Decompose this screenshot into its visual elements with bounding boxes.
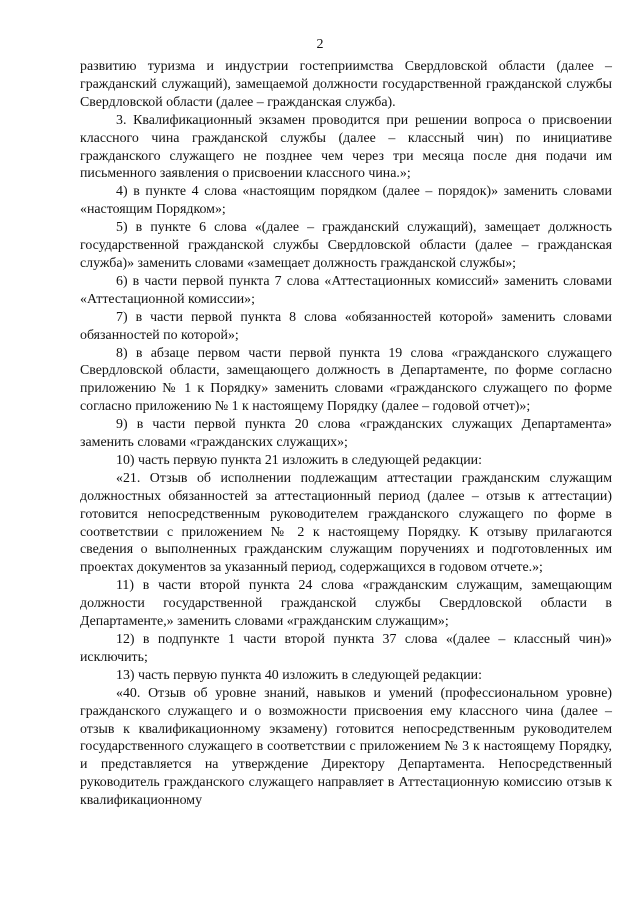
paragraph: 6) в части первой пункта 7 слова «Аттестационных комиссий» заменить словами «Аттестационной комиссии»; — [80, 273, 612, 307]
paragraph: 8) в абзаце первом части первой пункта 19 слова «гражданского служащего Свердловской области, замещающего должность в Департаменте, по форме согласно приложению № 1 к Порядку» заменить словами «гражданского служащего по форме согласно приложению № 1 к настоящему Порядку (далее – годовой отчет)»; — [80, 345, 612, 415]
paragraph: 11) в части второй пункта 24 слова «гражданским служащим, замещающим должности государственной гражданской службы Свердловской области в Департаменте,» заменить словами «гражданским служащим»; — [80, 578, 612, 630]
paragraph: 4) в пункте 4 слова «настоящим порядком (далее – порядок)» заменить словами «настоящим Порядком»; — [80, 184, 612, 218]
paragraph: 3. Квалификационный экзамен проводится при решении вопроса о присвоении классного чина гражданской службы (далее – классный чин) по инициативе гражданского служащего не позднее чем через три месяца после дня подачи им письменного заявления о присвоении классного чина.»; — [80, 112, 612, 182]
paragraph: «40. Отзыв об уровне знаний, навыков и умений (профессиональном уровне) гражданского служащего и о возможности присвоения ему классного чина (далее – отзыв к квалификационному экзамену) готовится непосредственным руководителем государственного служащего в соответствии с приложением № 3 к настоящему Порядку, и представляется на утверждение Директору Департамента. Непосредственный руководитель гражданского служащего направляет в Аттестационную комиссию отзыв к квалификационному — [80, 685, 612, 809]
page-number: 2 — [316, 37, 324, 52]
paragraph: 9) в части первой пункта 20 слова «гражданских служащих Департамента» заменить словами «гражданских служащих»; — [80, 417, 612, 451]
paragraph: 13) часть первую пункта 40 изложить в следующей редакции: — [116, 667, 482, 683]
paragraph: 7) в части первой пункта 8 слова «обязанностей которой» заменить словами обязанностей по которой»; — [80, 309, 612, 343]
paragraph: 5) в пункте 6 слова «(далее – гражданский служащий), замещает должность государственной гражданской службы Свердловской области (далее – гражданская служба)» заменить словами «замещает должность гражданской службы»; — [80, 220, 612, 271]
paragraph: 12) в подпункте 1 части второй пункта 37 слова «(далее – классный чин)» исключить; — [80, 632, 612, 665]
paragraph: «21. Отзыв об исполнении подлежащим аттестации гражданским служащим должностных обязанностей за аттестационный период (далее – отзыв к аттестации) готовится непосредственным руководителем гражданского служащего по форме в соответствии с приложением № 2 к настоящему Порядку. К отзыву прилагаются сведения о выполненных гражданским служащим поручениях и подготовленных им проектах документов за указанный период, содержащихся в годовом отчете.»; — [80, 470, 612, 576]
paragraph: развитию туризма и индустрии гостеприимства Свердловской области (далее – гражданский служащий), замещаемой должности государственной гражданской службы Свердловской области (далее – гражданская служба). — [80, 59, 612, 110]
document-body — [80, 58, 612, 810]
paragraph: 10) часть первую пункта 21 изложить в следующей редакции: — [116, 452, 482, 468]
